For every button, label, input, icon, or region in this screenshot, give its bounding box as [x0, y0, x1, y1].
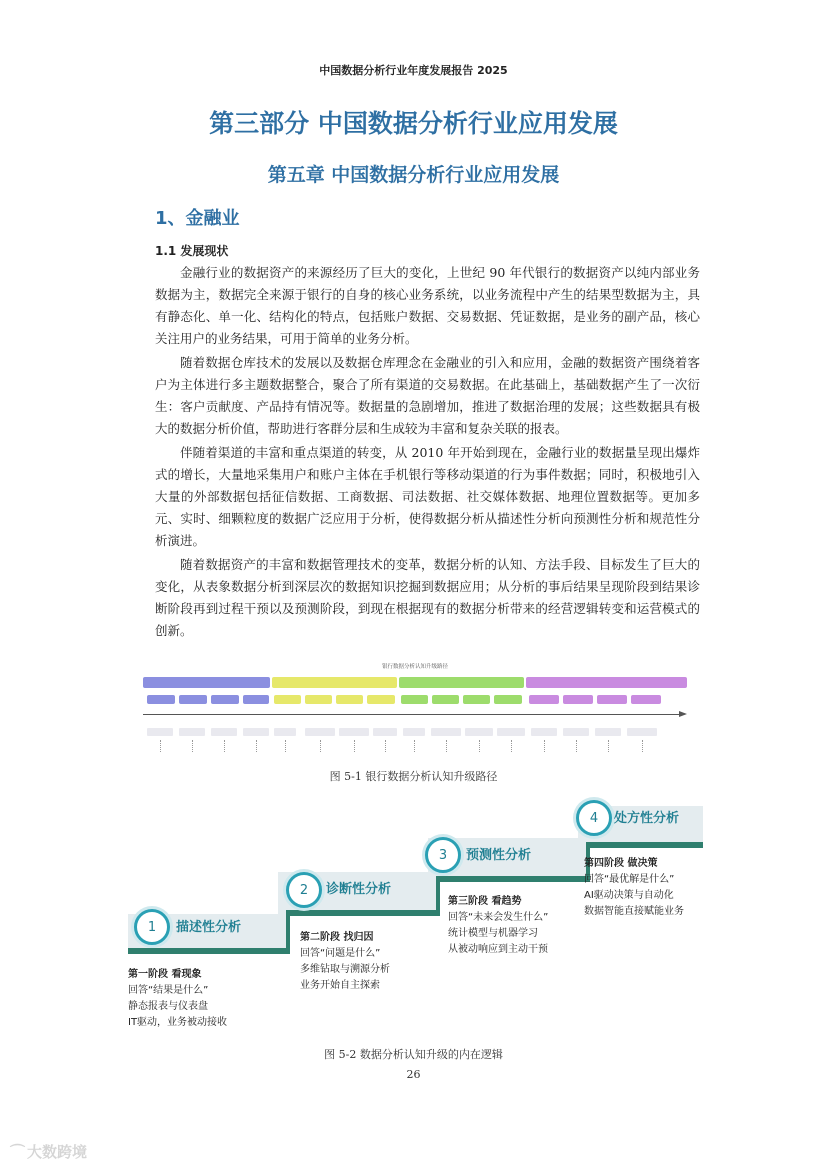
- figure-caption: 图 5-2 数据分析认知升级的内在逻辑: [324, 1048, 503, 1061]
- tick: [285, 740, 286, 752]
- tag: [305, 695, 332, 704]
- tick: [544, 740, 545, 752]
- stage-line: 回答“结果是什么”: [128, 985, 209, 996]
- detail-box: [305, 728, 335, 736]
- stage-label: 诊断性分析: [326, 882, 392, 897]
- figure-title: 银行数据分析认知升级路径: [381, 664, 448, 670]
- paragraph: 金融行业的数据资产的来源经历了巨大的变化，上世纪 90 年代银行的数据资产以纯内部业务数据为主，数据完全来源于银行的自身的核心业务系统，以业务流程中产生的结果型数据为主，具有静态化、单一化、结构化的特点，包括账户数据、交易数据、凭证数据，是业务的副产品，核心关注用户的业务结果，可用于简单的业务分析。: [155, 265, 700, 346]
- stage-line: 回答“问题是什么”: [300, 948, 381, 959]
- tag: [463, 695, 490, 704]
- tag: [211, 695, 239, 704]
- tick: [192, 740, 193, 752]
- detail-box: [465, 728, 493, 736]
- subsection-title: 1.1 发展现状: [155, 244, 229, 258]
- watermark-text: 大数跨境: [27, 1143, 88, 1161]
- tag: [563, 695, 593, 704]
- detail-box: [563, 728, 589, 736]
- detail-box: [403, 728, 425, 736]
- tick: [354, 740, 355, 752]
- stage-number-icon: 4: [576, 800, 612, 836]
- stage-band-3: [399, 677, 524, 688]
- detail-box: [179, 728, 205, 736]
- timeline-axis: [143, 714, 679, 715]
- stage-phase: 第二阶段 找归因: [300, 932, 374, 943]
- tag: [597, 695, 627, 704]
- stage-band-1: [143, 677, 270, 688]
- figure-caption: 图 5-1 银行数据分析认知升级路径: [329, 770, 498, 783]
- tick: [414, 740, 415, 752]
- tag: [336, 695, 363, 704]
- stage-number-icon: 3: [425, 837, 461, 873]
- tag: [494, 695, 522, 704]
- page-number: 26: [406, 1068, 421, 1081]
- tick: [160, 740, 161, 752]
- tick: [642, 740, 643, 752]
- stage-line: 多维钻取与溯源分析: [300, 964, 390, 975]
- paragraph: 伴随着渠道的丰富和重点渠道的转变，从 2010 年开始到现在，金融行业的数据量呈现出爆炸式的增长，大量地采集用户和账户主体在手机银行等移动渠道的行为事件数据；同时，积极地引入大量的外部数据包括征信数据、工商数据、司法数据、社交媒体数据、地理位置数据等。更加多元、实时、细颗粒度的数据广泛应用于分析，使得数据分析从描述性分析向预测性分析和规范性分析演进。: [155, 445, 700, 548]
- stage-description: [128, 967, 227, 1031]
- stage-line: 静态报表与仪表盘: [128, 1001, 208, 1012]
- tag: [432, 695, 459, 704]
- tag: [274, 695, 301, 704]
- tick: [224, 740, 225, 752]
- stage-line: 统计模型与机器学习: [448, 928, 538, 939]
- tick: [511, 740, 512, 752]
- stage-line: 从被动响应到主动干预: [448, 944, 548, 955]
- chapter-title: 第五章 中国数据分析行业应用发展: [267, 164, 560, 186]
- detail-box: [627, 728, 657, 736]
- timeline-arrow-icon: [679, 711, 687, 717]
- detail-box: [531, 728, 557, 736]
- stage-label: 预测性分析: [466, 848, 532, 863]
- stage-line: 回答“未来会发生什么”: [448, 912, 549, 923]
- tag: [147, 695, 175, 704]
- stage-band-2: [272, 677, 397, 688]
- tag: [243, 695, 269, 704]
- section-title: 1、金融业: [155, 208, 240, 229]
- detail-box: [243, 728, 269, 736]
- stage-line: AI驱动决策与自动化: [584, 890, 674, 901]
- detail-box: [595, 728, 621, 736]
- tag: [401, 695, 428, 704]
- tick: [256, 740, 257, 752]
- stage-description: [584, 856, 684, 920]
- detail-row: [143, 728, 687, 738]
- tick: [385, 740, 386, 752]
- paragraph: 随着数据资产的丰富和数据管理技术的变革，数据分析的认知、方法手段、目标发生了巨大的变化，从表象数据分析到深层次的数据知识挖掘到数据应用；从分析的事后结果呈现阶段到结果诊断阶段再到过程干预以及预测阶段，到现在根据现有的数据分析带来的经营逻辑转变和运营模式的创新。: [155, 557, 700, 638]
- stage-line: 数据智能直接赋能业务: [584, 906, 684, 917]
- tick: [320, 740, 321, 752]
- stage-number-icon: 2: [286, 872, 322, 908]
- tag: [529, 695, 559, 704]
- stage-phase: 第一阶段 看现象: [128, 969, 202, 980]
- detail-box: [431, 728, 461, 736]
- tag-row: [143, 695, 687, 705]
- watermark: [10, 1141, 87, 1162]
- tick: [446, 740, 447, 752]
- stage-description: [448, 894, 548, 958]
- figure-staircase: [118, 792, 708, 1042]
- detail-box: [497, 728, 525, 736]
- body-text: [155, 262, 700, 644]
- stage-phase: 第三阶段 看趋势: [448, 896, 522, 907]
- tick: [608, 740, 609, 752]
- detail-box: [373, 728, 397, 736]
- detail-box: [211, 728, 237, 736]
- running-header: 中国数据分析行业年度发展报告 2025: [319, 64, 508, 77]
- stage-line: 业务开始自主探索: [300, 980, 380, 991]
- stage-line: 回答“最优解是什么”: [584, 874, 675, 885]
- detail-box: [147, 728, 173, 736]
- stage-band-4: [526, 677, 687, 688]
- tag: [367, 695, 395, 704]
- tag: [631, 695, 661, 704]
- stage-phase: 第四阶段 做决策: [584, 858, 658, 869]
- detail-box: [274, 728, 296, 736]
- stage-number-icon: 1: [134, 909, 170, 945]
- detail-box: [339, 728, 369, 736]
- stage-description: [300, 930, 390, 994]
- stage-label: 描述性分析: [176, 920, 242, 935]
- stage-label: 处方性分析: [614, 811, 680, 826]
- part-title: 第三部分 中国数据分析行业应用发展: [209, 109, 618, 138]
- stage-line: IT驱动，业务被动接收: [128, 1017, 228, 1028]
- paragraph: 随着数据仓库技术的发展以及数据仓库理念在金融业的引入和应用，金融的数据资产围绕着客户为主体进行多主题数据整合，聚合了所有渠道的交易数据。在此基础上，基础数据产生了一次衍生：客户贡献度、产品持有情况等。数据量的急剧增加，推进了数据治理的发展；这些数据具有极大的数据分析价值，帮助进行客群分层和生成较为丰富和复杂关联的报表。: [155, 355, 700, 436]
- figure-upgrade-path: [143, 662, 687, 754]
- tick: [576, 740, 577, 752]
- watermark-logo-icon: ⌒: [10, 1143, 26, 1161]
- tick: [479, 740, 480, 752]
- tag: [179, 695, 207, 704]
